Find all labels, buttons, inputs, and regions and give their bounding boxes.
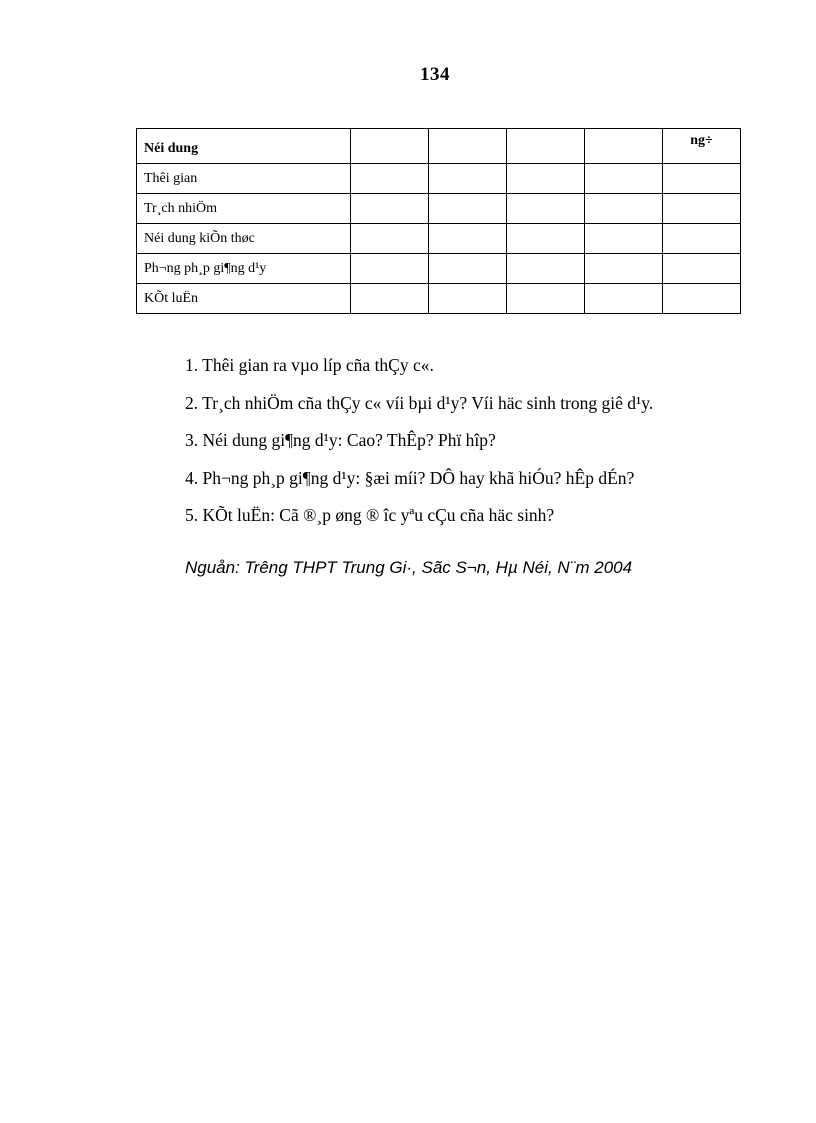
table-cell	[663, 254, 741, 284]
table-header-cell	[429, 129, 507, 164]
table-cell	[507, 194, 585, 224]
table-row-label: Néi dung kiÕn thøc	[137, 224, 351, 254]
table-header-cell: Néi dung	[137, 129, 351, 164]
table-header-row	[137, 129, 741, 164]
table-header-cell: ng÷	[663, 129, 741, 164]
table-cell	[585, 164, 663, 194]
source-citation: Nguån: Trêng THPT Trung Gi·, Sãc S¬n, Hµ Néi, N¨m 2004	[185, 558, 633, 577]
table-row-label: Thêi gian	[137, 164, 351, 194]
table-row-label: Ph¬ng ph¸p gi¶ng d¹y	[137, 254, 351, 284]
table-cell	[507, 164, 585, 194]
table-row	[137, 254, 741, 284]
table-cell	[351, 284, 429, 314]
question-item: 3. Néi dung gi¶ng d¹y: Cao? ThÊp? Phï hîp?	[185, 430, 496, 450]
page-number: 134	[420, 64, 450, 85]
table-cell	[429, 194, 507, 224]
table-cell	[585, 194, 663, 224]
table-cell	[507, 284, 585, 314]
question-item: 1. Thêi gian ra vµo líp cña thÇy c«.	[185, 355, 434, 375]
table-cell	[663, 194, 741, 224]
table-cell	[429, 164, 507, 194]
table-header-cell	[351, 129, 429, 164]
table-cell	[663, 164, 741, 194]
table-cell	[351, 224, 429, 254]
table-row-label: Tr¸ch nhiÖm	[137, 194, 351, 224]
table-cell	[507, 254, 585, 284]
question-list	[185, 352, 653, 540]
table-header-cell	[507, 129, 585, 164]
question-item: 4. Ph¬ng ph¸p gi¶ng d¹y: §æi míi? DÔ hay khã hiÓu? hÊp dÉn?	[185, 467, 635, 488]
table-cell	[663, 284, 741, 314]
table-cell	[429, 284, 507, 314]
table-cell	[585, 284, 663, 314]
table-row	[137, 284, 741, 314]
table-cell	[507, 224, 585, 254]
table-cell	[351, 254, 429, 284]
table-cell	[351, 164, 429, 194]
question-item: 2. Tr¸ch nhiÖm cña thÇy c« víi bµi d¹y? Víi häc sinh trong giê d¹y.	[185, 392, 654, 413]
table-row-label: KÕt luËn	[137, 284, 351, 314]
table-cell	[429, 254, 507, 284]
table-cell	[429, 224, 507, 254]
table-header-cell	[585, 129, 663, 164]
table-cell	[585, 224, 663, 254]
table-row	[137, 194, 741, 224]
table-row	[137, 224, 741, 254]
table-cell	[585, 254, 663, 284]
evaluation-table	[136, 128, 741, 314]
table-row	[137, 164, 741, 194]
table-cell	[663, 224, 741, 254]
table-cell	[351, 194, 429, 224]
question-item: 5. KÕt luËn: Cã ®¸p øng ® îc yªu cÇu cña häc sinh?	[185, 505, 555, 525]
